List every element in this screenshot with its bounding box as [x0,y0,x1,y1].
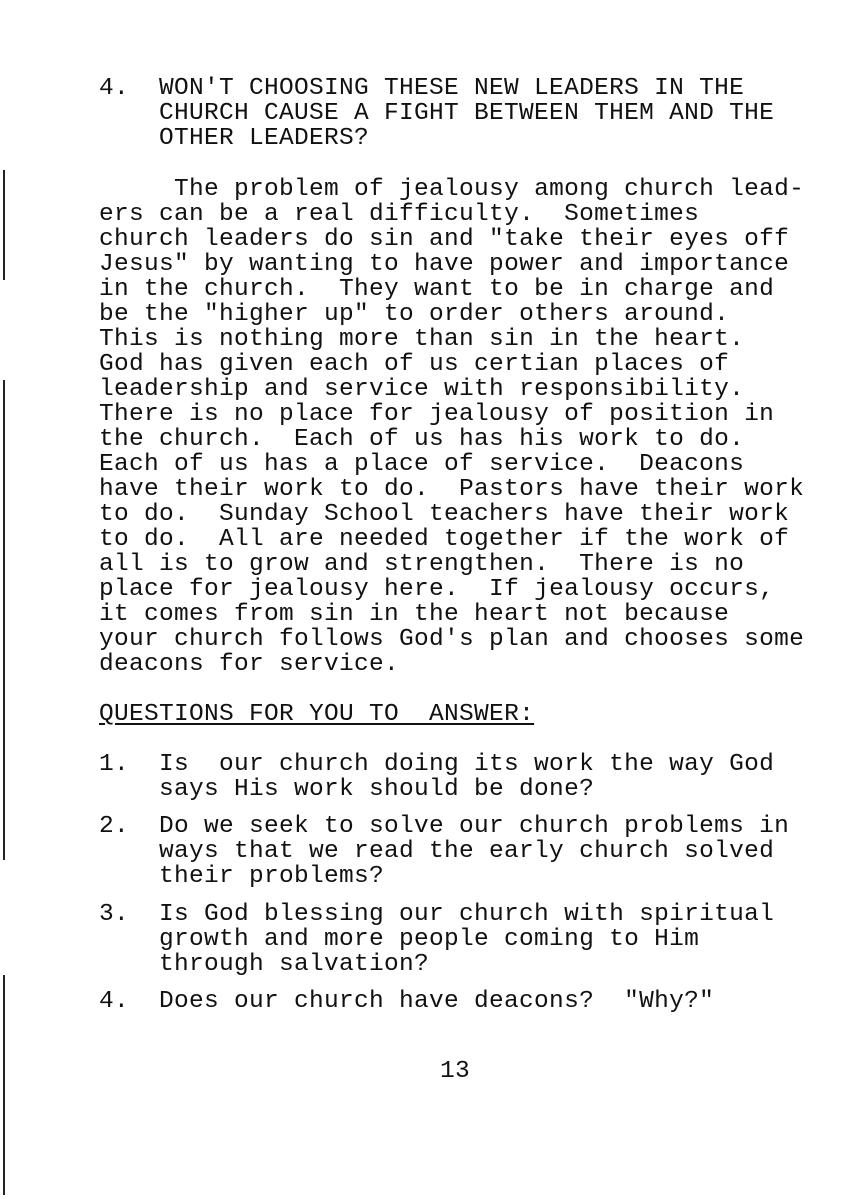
question-line: says His work should be done? [159,776,595,803]
paragraph-line: ers can be a real difficulty. Sometimes [99,201,700,228]
paragraph-line: all is to grow and strengthen. There is no [99,551,745,578]
question-number: 1. [99,751,130,778]
paragraph-line: to do. Sunday School teachers have their work [99,501,790,528]
paragraph-line: Each of us has a place of service. Deacons [99,451,745,478]
paragraph-line: This is nothing more than sin in the heart. [99,326,745,353]
scan-edge-mark [3,380,5,860]
section-number: 4. [99,75,130,102]
heading-line: OTHER LEADERS? [159,125,370,152]
question-line: their problems? [159,863,385,890]
question-number: 2. [99,813,130,840]
question-number: 3. [99,901,130,928]
paragraph-line: have their work to do. Pastors have their work [99,476,805,503]
paragraph-line: deacons for service. [99,651,400,678]
paragraph-line: God has given each of us certian places of [99,351,730,378]
questions-heading: QUESTIONS FOR YOU TO ANSWER: [99,701,535,728]
heading-line: WON'T CHOOSING THESE NEW LEADERS IN THE [159,75,745,102]
scan-edge-mark [3,170,5,280]
paragraph-line: place for jealousy here. If jealousy occurs, [99,576,775,603]
paragraph-line: The problem of jealousy among church lead- [99,176,805,203]
paragraph-line: the church. Each of us has his work to do. [99,426,745,453]
paragraph-line: in the church. They want to be in charge and [99,276,775,303]
paragraph-line: There is no place for jealousy of position in [99,401,775,428]
question-line: Is our church doing its work the way God [159,751,775,778]
paragraph-line: Jesus" by wanting to have power and importance [99,251,790,278]
question-number: 4. [99,988,130,1015]
paragraph-line: to do. All are needed together if the work of [99,526,790,553]
paragraph-line: be the "higher up" to order others around. [99,301,730,328]
question-line: Is God blessing our church with spiritual [159,901,775,928]
question-line: ways that we read the early church solved [159,838,775,865]
paragraph-line: it comes from sin in the heart not because [99,601,730,628]
scan-edge-mark [3,975,5,1195]
heading-line: CHURCH CAUSE A FIGHT BETWEEN THEM AND THE [159,100,775,127]
paragraph-line: church leaders do sin and "take their eyes off [99,226,790,253]
page-number: 13 [440,1058,471,1085]
paragraph-line: your church follows God's plan and chooses some [99,626,805,653]
question-line: through salvation? [159,951,430,978]
paragraph-line: leadership and service with responsibility. [99,376,745,403]
question-line: Do we seek to solve our church problems in [159,813,790,840]
question-line: growth and more people coming to Him [159,926,700,953]
question-line: Does our church have deacons? "Why?" [159,988,715,1015]
